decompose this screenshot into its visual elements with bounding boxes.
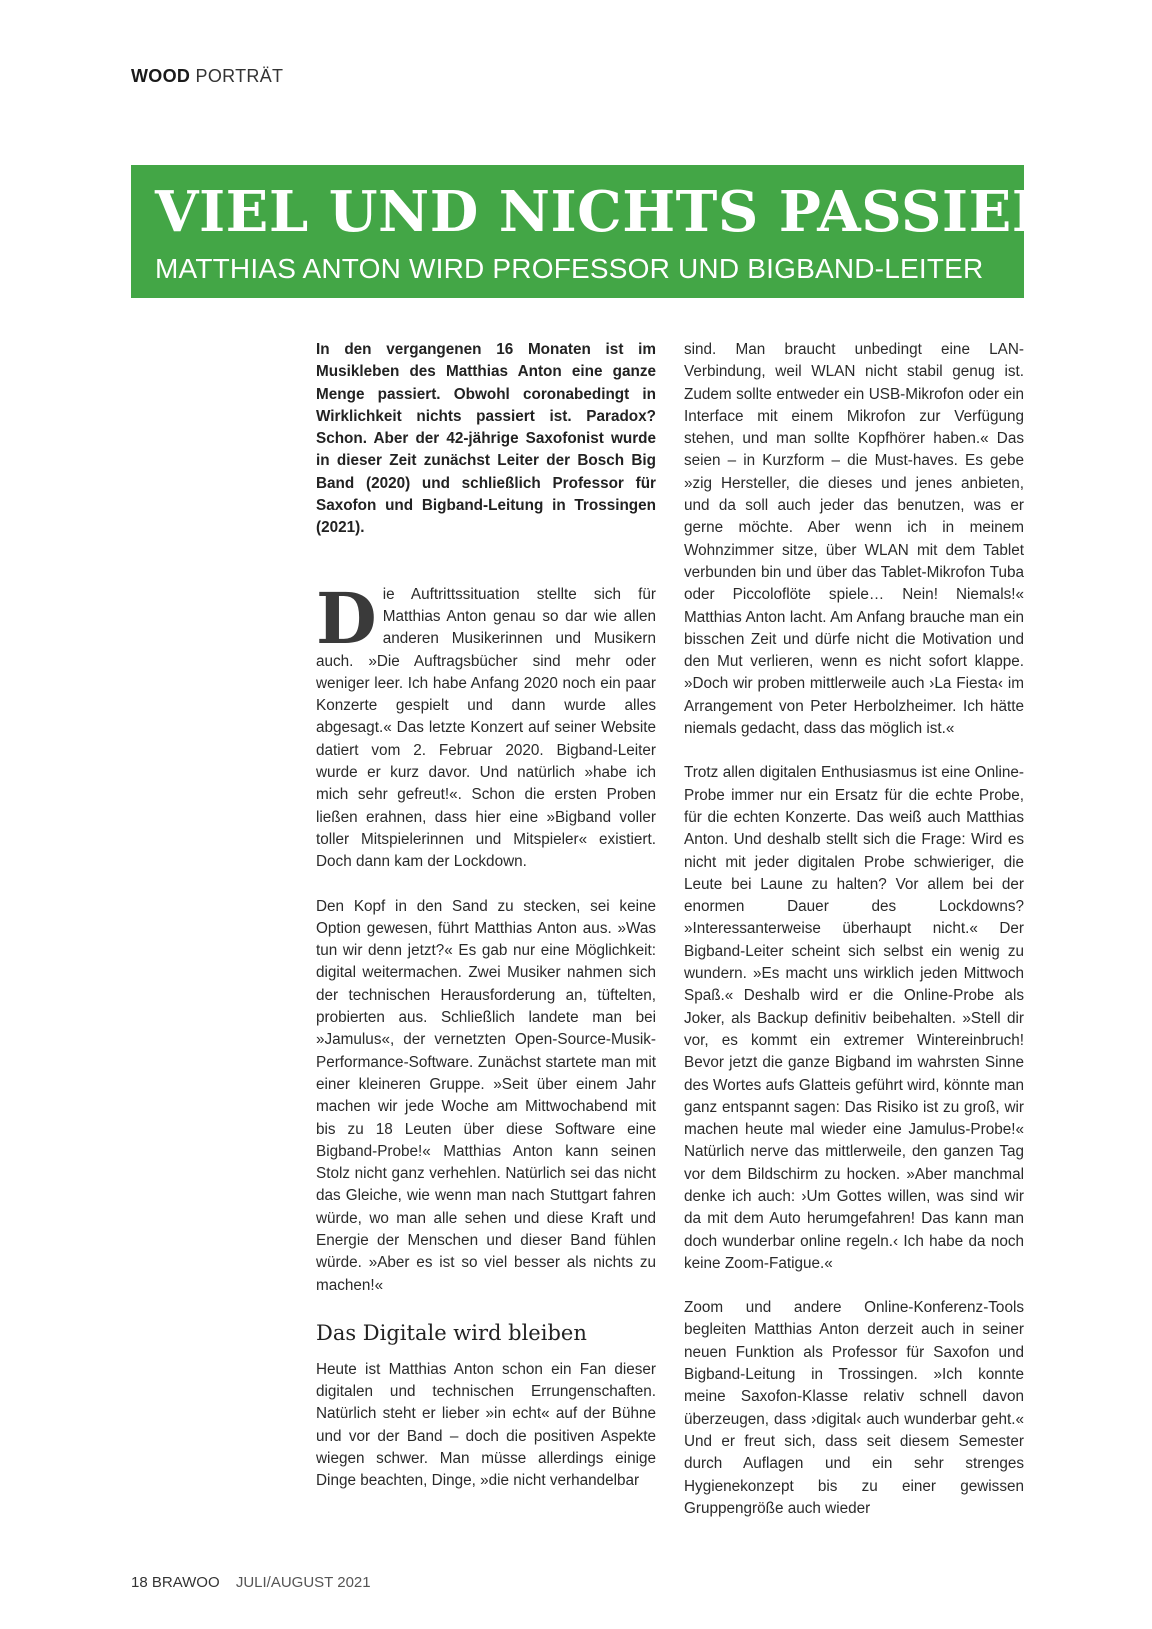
article-intro: In den vergangenen 16 Monaten ist im Musikleben des Matthias Anton eine ganze Menge passiert. Obwohl coronabedingt in Wirklichkeit nichts passiert ist. Paradox? Schon. Aber der 42-jährige Saxofonist wurde in dieser Zeit zunächst Leiter der Bosch Big Band (2020) und schließlich Professor für Saxofon und Bigband-Leitung in Trossingen (2021). [316, 341, 656, 537]
paragraph-text: ie Auftrittssituation stellte sich für Matthias Anton genau so dar wie allen anderen Musikerinnen und Musikern auch. »Die Auftragsbücher sind mehr oder weniger leer. Ich habe Anfang 2020 noch ein paar Konzerte gespielt und dann wurde alles abgesagt.« Das letzte Konzert auf seiner Website datiert vom 2. Februar 2020. Bigband-Leiter wurde er kurz davor. Und natürlich »habe ich mich sehr gefreut!«. Schon die ersten Proben ließen erahnen, dass hier eine »Bigband voller toller Mitspielerinnen und Mitspieler« existiert. Doch dann kam der Lockdown. [316, 585, 656, 871]
section-label-strong: WOOD [131, 66, 191, 86]
article-paragraph: Den Kopf in den Sand zu stecken, sei keine Option gewesen, führt Matthias Anton aus. »Was tun wir denn jetzt?« Es gab nur eine Möglichkeit: digital weitermachen. Zwei Musiker nahmen sich der technischen Herausforderung an, tüftelten, probierten aus. Schließlich landete man bei »Jamulus«, der vernetzten Open-Source-Musik-Performance-Software. Zunächst startete man mit einer kleineren Gruppe. »Seit über einem Jahr machen wir jede Woche am Mittwochabend mit bis zu 18 Leuten über diese Software eine Bigband-Probe!« Matthias Anton kann seinen Stolz nicht ganz verhehlen. Natürlich sei das nicht das Gleiche, wie wenn man nach Stuttgart fahren würde, wo man alle sehen und diese Kraft und Energie der Menschen und dieser Band fühlen würde. »Aber es ist so viel besser als nichts zu machen!« [316, 897, 656, 1294]
article-paragraph: Heute ist Matthias Anton schon ein Fan dieser digitalen und technischen Errungenschaften. Natürlich steht er lieber »in echt« auf der Bühne und vor der Band – doch die positiven Aspekte wiegen schwer. Man müsse allerdings einige Dinge beachten, Dinge, »die nicht verhandelbar [316, 1360, 656, 1490]
article-paragraph: sind. Man braucht unbedingt eine LAN-Verbindung, weil WLAN nicht stabil genug ist. Zudem sollte entweder ein USB-Mikrofon oder ein Interface mit einem Mikrofon zur Verfügung stehen, und man sollte Kopfhörer haben.« Das seien – in Kurzform – die Must-haves. Es gebe »zig Hersteller, die dieses und jenes anbieten, und da soll auch jeder das benutzen, was er gerne möchte. Aber wenn ich in meinem Wohnzimmer sitze, über WLAN mit dem Tablet verbunden bin und über das Tablet-Mikrofon Tuba oder Piccoloflöte spiele… Nein! Niemals!« Matthias Anton lacht. Am Anfang brauche man ein bisschen Zeit und dürfe nicht die Motivation und den Mut verlieren, wenn es nicht sofort klappe. »Doch wir proben mittlerweile auch ›La Fiesta‹ im Arrangement von Peter Herbolzheimer. Ich hätte niemals gedacht, dass das möglich ist.« [684, 341, 1024, 738]
article-paragraph [316, 576, 656, 874]
page-number: 18 [131, 1574, 148, 1591]
section-label-light: PORTRÄT [195, 66, 284, 86]
issue-date: JULI/AUGUST 2021 [235, 1574, 371, 1591]
article-paragraph: Zoom und andere Online-Konferenz-Tools begleiten Matthias Anton derzeit auch in seiner neuen Funktion als Professor für Saxofon und Bigband-Leitung in Trossingen. »Ich konnte meine Saxofon-Klasse relativ schnell davon überzeugen, dass ›digital‹ auch wunderbar geht.« Und er freut sich, dass seit diesem Semester durch Auflagen und ein sehr strenges Hygienekonzept bis zu einer gewissen Gruppengröße auch wieder [684, 1299, 1024, 1517]
page-footer [131, 1574, 371, 1591]
article-subheading: Das Digitale wird bleiben [316, 1320, 587, 1345]
article-paragraph: Trotz allen digitalen Enthusiasmus ist eine Online-Probe immer nur ein Ersatz für die echte Probe, für die echten Konzerte. Das weiß auch Matthias Anton. Und deshalb stellt sich die Frage: Wird es nicht mit jeder digitalen Probe schwieriger, die Leute bei Laune zu halten? Vor allem bei der enormen Dauer des Lockdowns? »Interessanterweise überhaupt nicht.« Der Bigband-Leiter scheint sich selbst ein wenig zu wundern. »Es macht uns wirklich jeden Mittwoch Spaß.« Deshalb wird er die Online-Probe als Joker, als Backup definitiv beibehalten. »Stell dir vor, es kommt ein extremer Wintereinbruch! Bevor jetzt die ganze Bigband im wahrsten Sinne des Wortes aufs Glatteis geführt wird, könnte man ganz entspannt sagen: Das Risiko ist zu groß, wir machen heute mal wieder eine Jamulus-Probe!« Natürlich nerve das mittlerweile, den ganzen Tag vor dem Bildschirm zu hocken. »Aber manchmal denke ich auch: ›Um Gottes willen, was sind wir da mit dem Auto herumgefahren! Das kann man doch wunderbar online regeln.‹ Ich habe da noch keine Zoom-Fatigue.« [684, 764, 1024, 1272]
magazine-name: BRAWOO [151, 1574, 220, 1591]
drop-cap: D [316, 576, 377, 660]
headline-banner [131, 165, 1100, 298]
article-column-right [684, 339, 1024, 1520]
article-subtitle: MATTHIAS ANTON WIRD PROFESSOR UND BIGBAND-LEITER [155, 253, 984, 284]
article-title: VIEL UND NICHTS PASSIERT [155, 179, 1100, 245]
section-label [131, 66, 283, 87]
article-column-left [316, 339, 656, 1493]
